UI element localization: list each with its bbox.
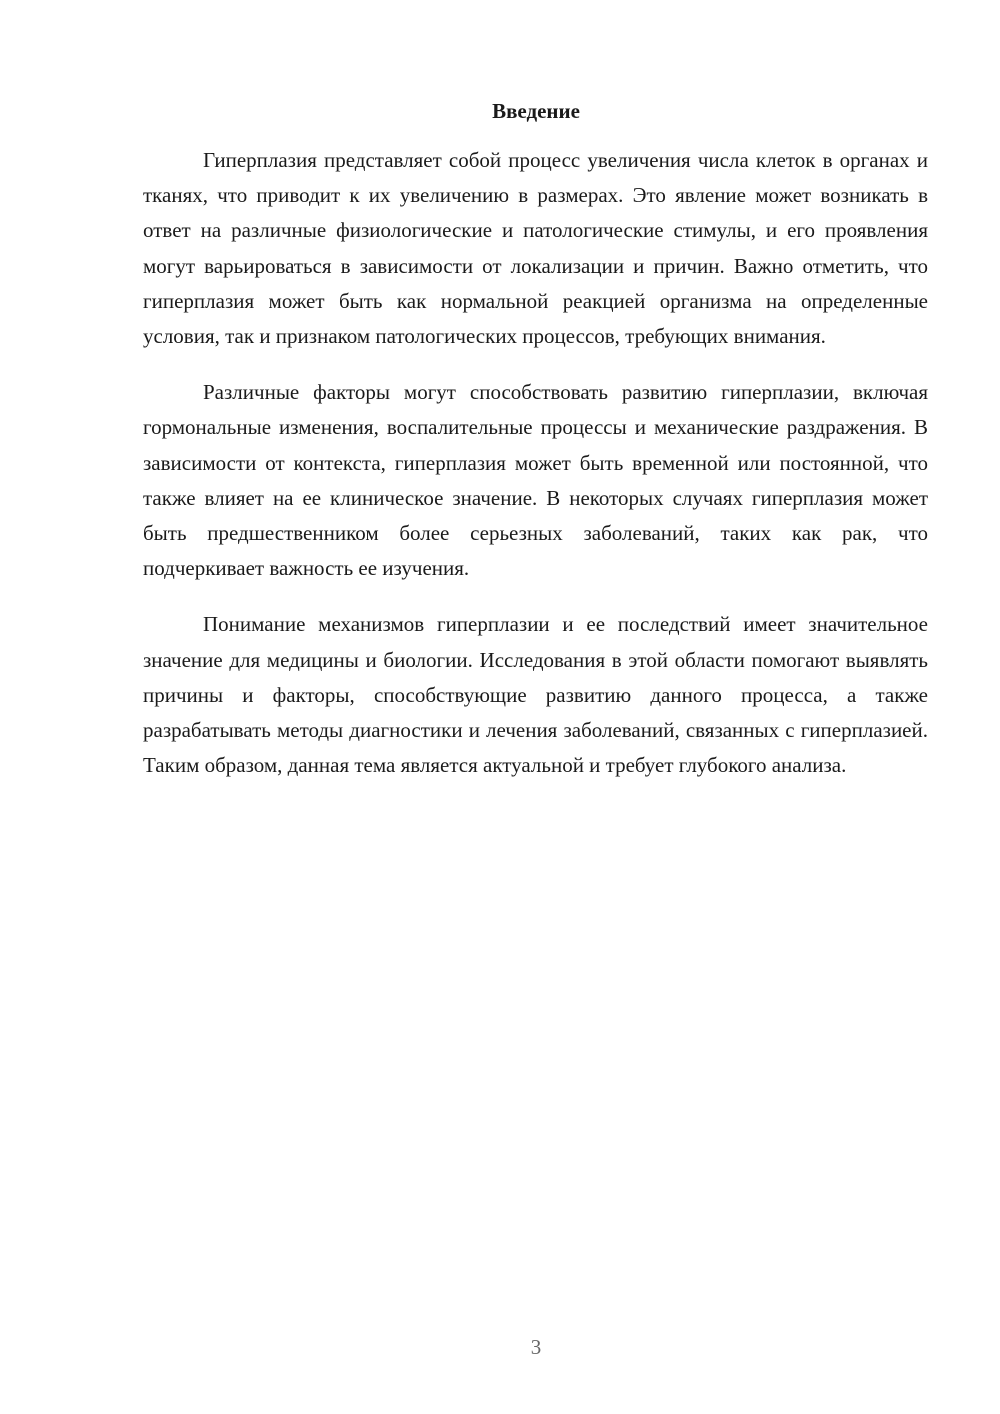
paragraph-2: Различные факторы могут способствовать развитию гиперплазии, включая гормональные изменения, воспалительные процессы и механические раздражения. В зависимости от контекста, гиперплазия может быть временной или постоянной, что также влияет на ее клиническое значение. В некоторых случаях гиперплазия может быть предшественником более серьезных заболеваний, таких как рак, что подчеркивает важность ее изучения. bbox=[143, 380, 928, 581]
paragraph-1: Гиперплазия представляет собой процесс увеличения числа клеток в органах и тканях, что приводит к их увеличению в размерах. Это явление может возникать в ответ на различные физиологические и патологические стимулы, и его проявления могут варьироваться в зависимости от локализации и причин. Важно отметить, что гиперплазия может быть как нормальной реакцией организма на определенные условия, так и признаком патологических процессов, требующих внимания. bbox=[143, 148, 928, 349]
body-text bbox=[143, 143, 928, 804]
page-number: 3 bbox=[530, 1335, 542, 1359]
page-title: Введение bbox=[492, 99, 580, 123]
paragraph-3: Понимание механизмов гиперплазии и ее последствий имеет значительное значение для медицины и биологии. Исследования в этой области помогают выявлять причины и факторы, способствующие развитию данного процесса, а также разрабатывать методы диагностики и лечения заболеваний, связанных с гиперплазией. Таким образом, данная тема является актуальной и требует глубокого анализа. bbox=[143, 612, 928, 778]
